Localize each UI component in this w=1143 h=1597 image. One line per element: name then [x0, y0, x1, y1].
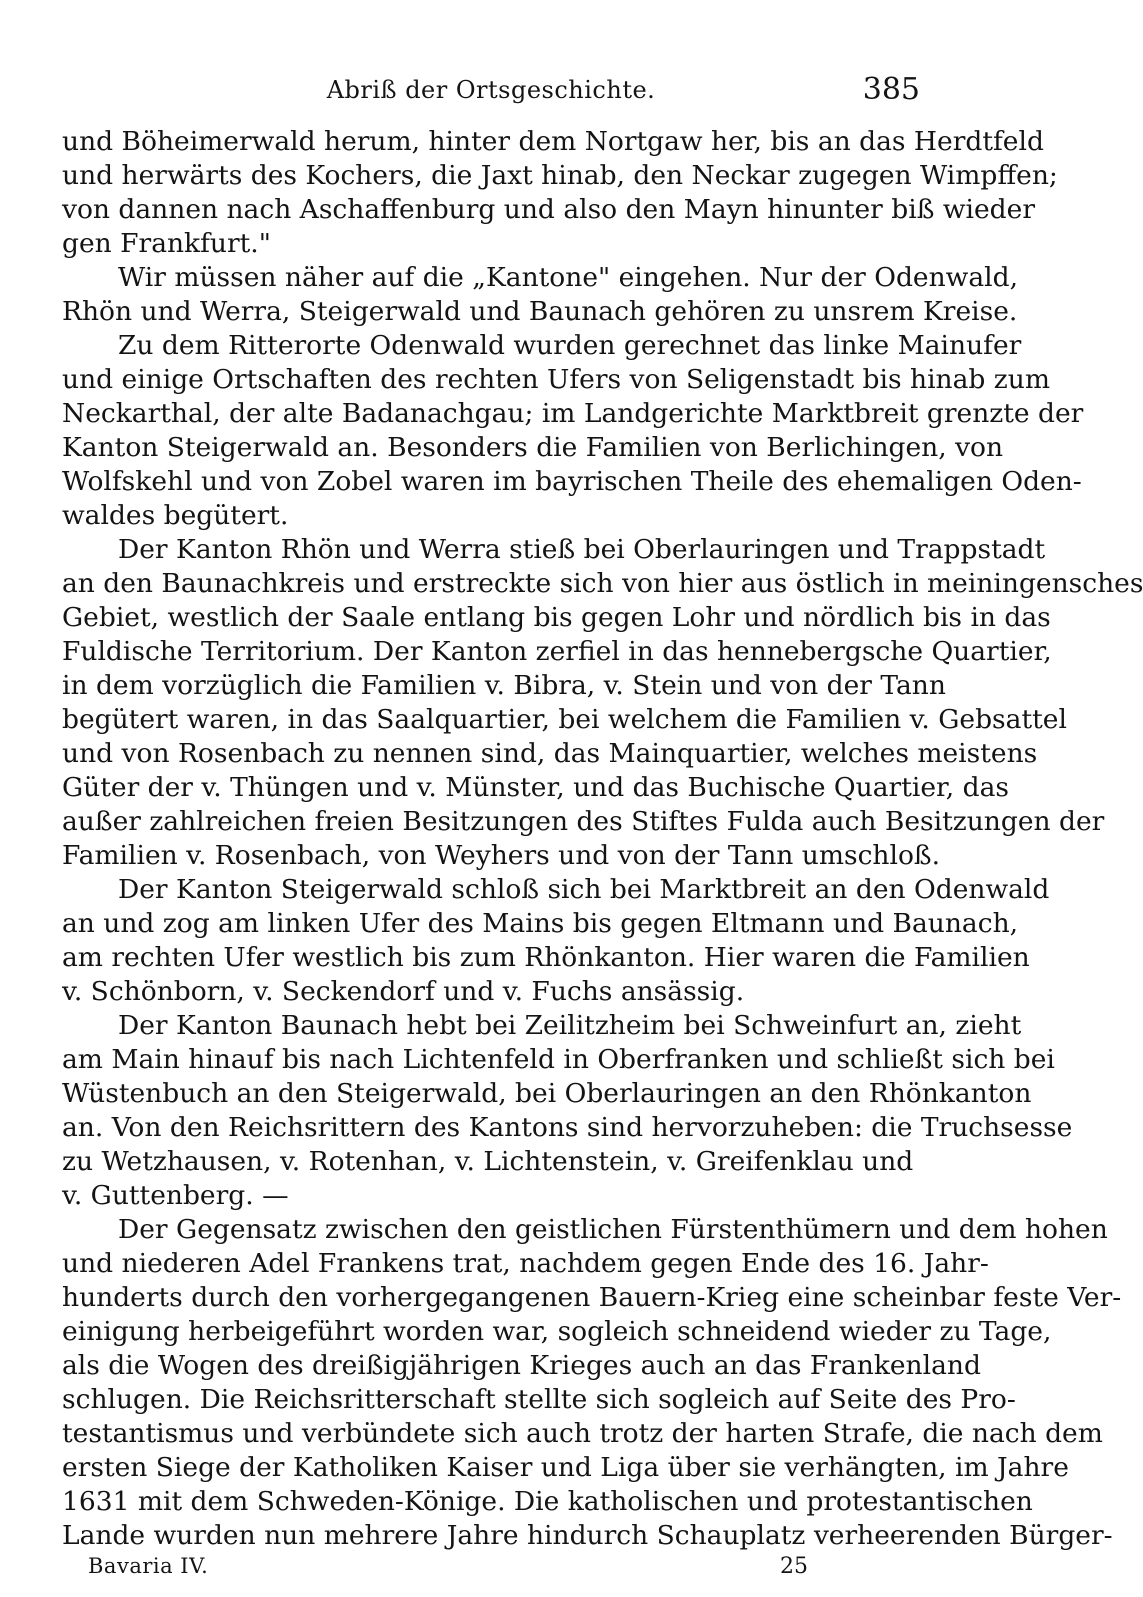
- text-line: Zu dem Ritterorte Odenwald wurden gerechnet das linke Mainufer: [118, 330, 1022, 361]
- text-line: und von Rosenbach zu nennen sind, das Mainquartier, welches meistens: [62, 738, 1038, 769]
- text-line: am Main hinauf bis nach Lichtenfeld in Oberfranken und schließt sich bei: [62, 1044, 1055, 1075]
- text-line: einigung herbeigeführt worden war, sogleich schneidend wieder zu Tage,: [62, 1316, 1052, 1347]
- text-line: und einige Ortschaften des rechten Ufers von Seligenstadt bis hinab zum: [62, 364, 1050, 395]
- text-line: außer zahlreichen freien Besitzungen des Stiftes Fulda auch Besitzungen der: [62, 806, 1105, 837]
- text-line: v. Guttenberg. —: [62, 1180, 289, 1211]
- text-line: Gebiet, westlich der Saale entlang bis gegen Lohr und nördlich bis in das: [62, 602, 1051, 633]
- page-footer: [88, 1554, 808, 1584]
- text-line: Kanton Steigerwald an. Besonders die Familien von Berlichingen, von: [62, 432, 1004, 463]
- sheet-number: 25: [780, 1554, 808, 1579]
- text-line: v. Schönborn, v. Seckendorf und v. Fuchs ansässig.: [62, 976, 745, 1007]
- text-line: zu Wetzhausen, v. Rotenhan, v. Lichtenstein, v. Greifenklau und: [62, 1146, 914, 1177]
- text-line: 1631 mit dem Schweden-Könige. Die katholischen und protestantischen: [62, 1486, 1033, 1517]
- text-line: gen Frankfurt.": [62, 228, 271, 259]
- page-number: 385: [862, 72, 920, 107]
- text-line: Der Kanton Baunach hebt bei Zeilitzheim bei Schweinfurt an, zieht: [118, 1010, 1022, 1041]
- text-line: an und zog am linken Ufer des Mains bis gegen Eltmann und Baunach,: [62, 908, 1019, 939]
- text-line: und herwärts des Kochers, die Jaxt hinab, den Neckar zugegen Wimpffen;: [62, 160, 1058, 191]
- text-line: Der Gegensatz zwischen den geistlichen Fürstenthümern und dem hohen: [118, 1214, 1108, 1245]
- text-line: hunderts durch den vorhergegangenen Bauern-Krieg eine scheinbar feste Ver-: [62, 1282, 1122, 1313]
- text-line: in dem vorzüglich die Familien v. Bibra, v. Stein und von der Tann: [62, 670, 946, 701]
- printer-signature: Bavaria IV.: [88, 1554, 209, 1578]
- text-line: am rechten Ufer westlich bis zum Rhönkanton. Hier waren die Familien: [62, 942, 1030, 973]
- text-line: und Böheimerwald herum, hinter dem Nortgaw her, bis an das Herdtfeld: [62, 126, 1044, 157]
- text-line: Wolfskehl und von Zobel waren im bayrischen Theile des ehemaligen Oden-: [62, 466, 1082, 497]
- text-line: ersten Siege der Katholiken Kaiser und Liga über sie verhängten, im Jahre: [62, 1452, 1069, 1483]
- text-line: Der Kanton Rhön und Werra stieß bei Oberlauringen und Trappstadt: [118, 534, 1046, 565]
- text-line: testantismus und verbündete sich auch trotz der harten Strafe, die nach dem: [62, 1418, 1103, 1449]
- text-line: begütert waren, in das Saalquartier, bei welchem die Familien v. Gebsattel: [62, 704, 1067, 735]
- text-line: Familien v. Rosenbach, von Weyhers und von der Tann umschloß.: [62, 840, 941, 871]
- text-line: und niederen Adel Frankens trat, nachdem gegen Ende des 16. Jahr-: [62, 1248, 989, 1279]
- text-line: Fuldische Territorium. Der Kanton zerfiel in das hennebergsche Quartier,: [62, 636, 1052, 667]
- running-title: Abriß der Ortsgeschichte.: [326, 76, 656, 104]
- text-line: Güter der v. Thüngen und v. Münster, und das Buchische Quartier, das: [62, 772, 1009, 803]
- text-line: Rhön und Werra, Steigerwald und Baunach gehören zu unsrem Kreise.: [62, 296, 1018, 327]
- text-line: als die Wogen des dreißigjährigen Krieges auch an das Frankenland: [62, 1350, 981, 1381]
- text-line: waldes begütert.: [62, 500, 289, 531]
- body-text: [62, 125, 1143, 1553]
- text-line: an den Baunachkreis und erstreckte sich von hier aus östlich in meiningensches: [62, 568, 1143, 599]
- page-header: [62, 72, 920, 116]
- text-line: Lande wurden nun mehrere Jahre hindurch Schauplatz verheerenden Bürger-: [62, 1520, 1113, 1551]
- text-line: schlugen. Die Reichsritterschaft stellte sich sogleich auf Seite des Pro-: [62, 1384, 1016, 1415]
- text-line: an. Von den Reichsrittern des Kantons sind hervorzuheben: die Truchsesse: [62, 1112, 1073, 1143]
- text-line: Neckarthal, der alte Badanachgau; im Landgerichte Marktbreit grenzte der: [62, 398, 1084, 429]
- text-line: Wüstenbuch an den Steigerwald, bei Oberlauringen an den Rhönkanton: [62, 1078, 1032, 1109]
- text-line: Der Kanton Steigerwald schloß sich bei Marktbreit an den Odenwald: [118, 874, 1050, 905]
- text-line: von dannen nach Aschaffenburg und also den Mayn hinunter biß wieder: [62, 194, 1035, 225]
- text-line: Wir müssen näher auf die „Kantone" eingehen. Nur der Odenwald,: [118, 262, 1019, 293]
